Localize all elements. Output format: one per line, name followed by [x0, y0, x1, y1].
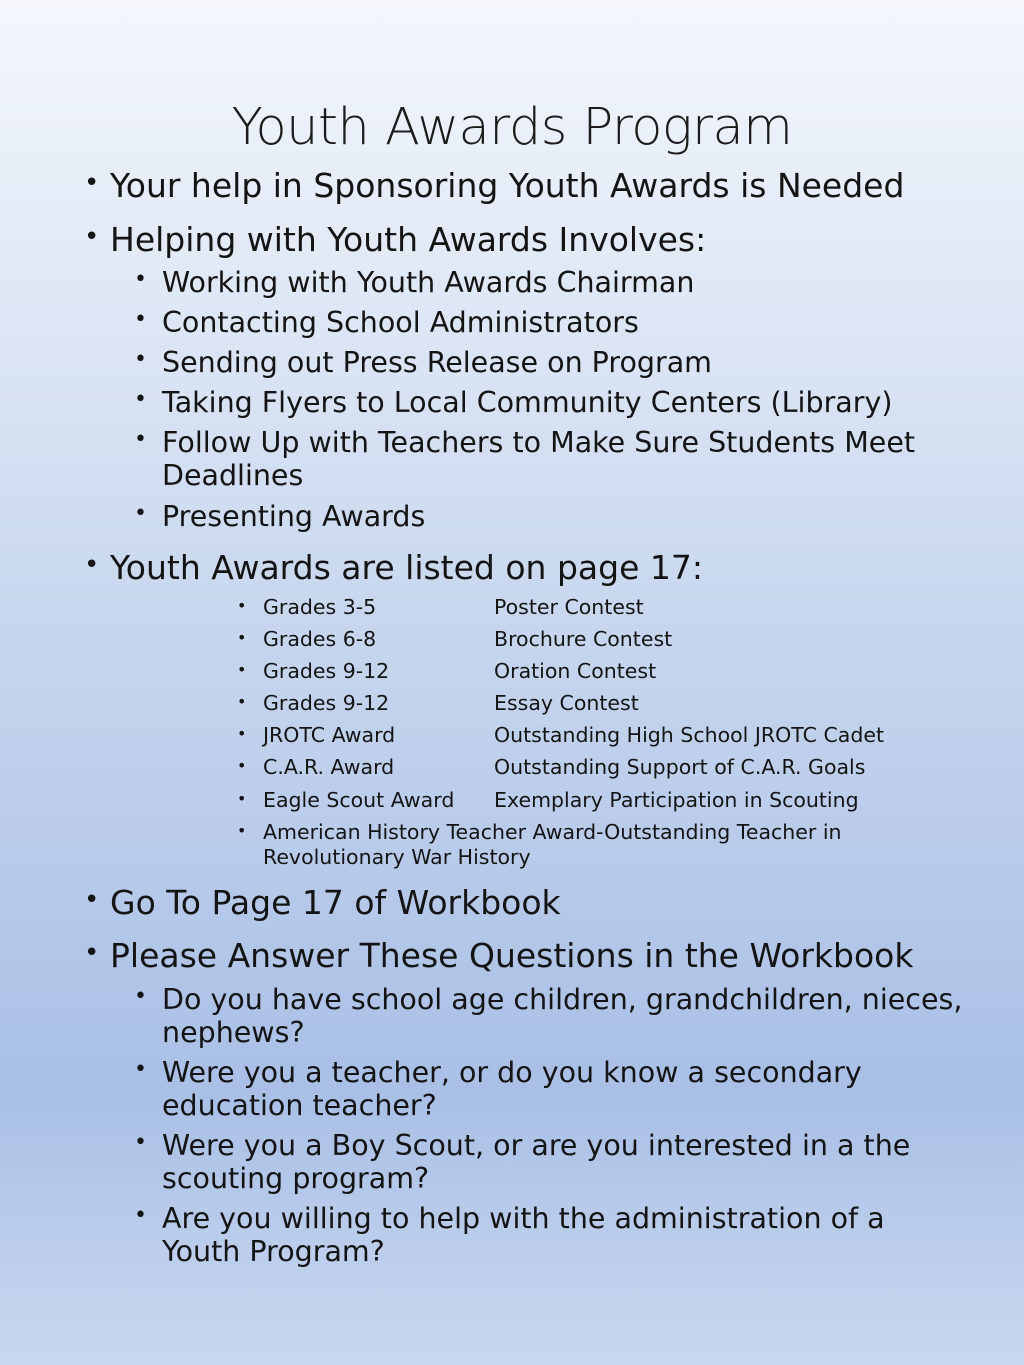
award-category: Grades 9-12 [263, 691, 390, 715]
involves-item: Taking Flyers to Local Community Centers (Library) [162, 386, 893, 419]
question-continuation: nephews? [162, 1016, 305, 1049]
award-name: Oration Contest [494, 659, 657, 683]
bullet-icon: • [237, 628, 247, 647]
bullet-icon: • [134, 501, 147, 526]
involves-item: Working with Youth Awards Chairman [162, 266, 695, 299]
teacher-award: American History Teacher Award-Outstanding Teacher in [263, 820, 842, 844]
bullet-icon: • [134, 347, 147, 372]
bullet-icon: • [134, 387, 147, 412]
award-category: JROTC Award [263, 723, 396, 747]
bullet-icon: • [237, 692, 247, 711]
award-name: Outstanding High School JROTC Cadet [494, 723, 884, 747]
bullet-icon: • [84, 168, 100, 198]
award-name: Outstanding Support of C.A.R. Goals [494, 755, 866, 779]
bullet-icon: • [237, 596, 247, 615]
question-continuation: education teacher? [162, 1089, 437, 1122]
award-category: Grades 9-12 [263, 659, 390, 683]
bullet-icon: • [84, 550, 100, 580]
bullet-icon: • [134, 1203, 147, 1228]
bullet-icon: • [134, 267, 147, 292]
bullet-icon: • [134, 307, 147, 332]
bullet-icon: • [84, 222, 100, 252]
bullet-icon: • [134, 984, 147, 1009]
help-needed-text: Your help in Sponsoring Youth Awards is Needed [110, 166, 905, 205]
bullet-icon: • [237, 724, 247, 743]
question-continuation: scouting program? [162, 1162, 430, 1195]
question-continuation: Youth Program? [162, 1235, 385, 1268]
question: Were you a teacher, or do you know a secondary [162, 1056, 862, 1089]
award-category: Eagle Scout Award [263, 788, 455, 812]
bullet-icon: • [84, 885, 100, 915]
award-name: Essay Contest [494, 691, 639, 715]
question: Are you willing to help with the administration of a [162, 1202, 885, 1235]
involves-item: Sending out Press Release on Program [162, 346, 712, 379]
bullet-icon: • [237, 756, 247, 775]
bullet-icon: • [237, 789, 247, 808]
bullet-icon: • [134, 427, 147, 452]
bullet-icon: • [134, 1057, 147, 1082]
award-category: Grades 3-5 [263, 595, 377, 619]
questions-heading: Please Answer These Questions in the Workbook [110, 936, 914, 975]
involves-heading: Helping with Youth Awards Involves: [110, 220, 707, 259]
involves-item: Contacting School Administrators [162, 306, 639, 339]
award-category: Grades 6-8 [263, 627, 377, 651]
bullet-icon: • [237, 660, 247, 679]
bullet-icon: • [134, 1130, 147, 1155]
awards-heading: Youth Awards are listed on page 17: [110, 548, 703, 587]
award-name: Poster Contest [494, 595, 644, 619]
bullet-icon: • [84, 938, 100, 968]
award-category: C.A.R. Award [263, 755, 395, 779]
go-to-workbook: Go To Page 17 of Workbook [110, 883, 561, 922]
teacher-award-continuation: Revolutionary War History [263, 845, 531, 869]
award-name: Exemplary Participation in Scouting [494, 788, 859, 812]
slide-title: Youth Awards Program [231, 98, 793, 157]
involves-item: Follow Up with Teachers to Make Sure Students Meet [162, 426, 916, 459]
question: Were you a Boy Scout, or are you interested in a the [162, 1129, 911, 1162]
award-name: Brochure Contest [494, 627, 673, 651]
involves-item: Presenting Awards [162, 500, 426, 533]
involves-item-continuation: Deadlines [162, 459, 304, 492]
bullet-icon: • [237, 821, 247, 840]
question: Do you have school age children, grandchildren, nieces, [162, 983, 963, 1016]
